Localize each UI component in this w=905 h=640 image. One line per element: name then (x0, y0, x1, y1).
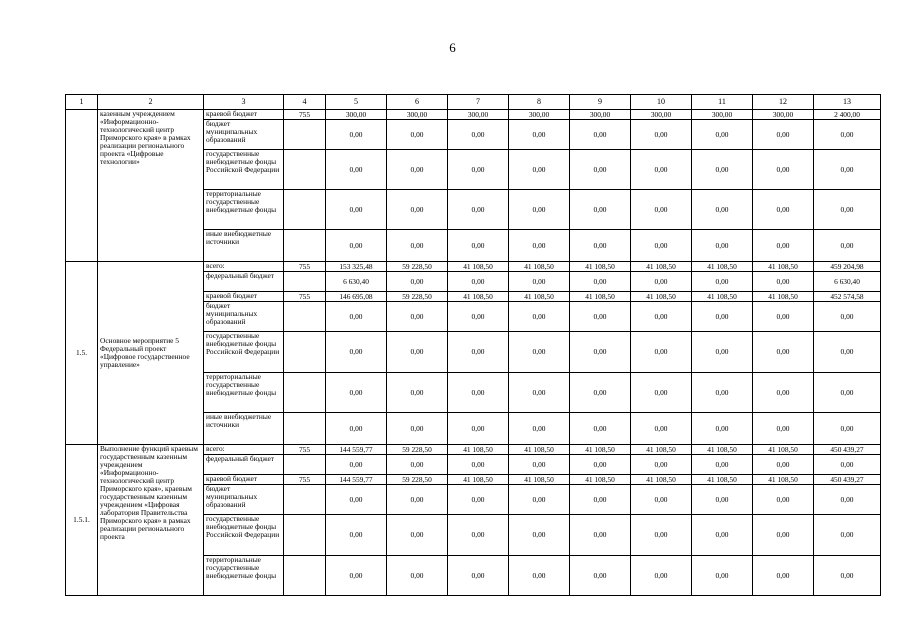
funding-source: территориальные государственные внебюджетные фонды (204, 190, 284, 230)
year-value: 0,00 (326, 413, 387, 445)
year-value: 0,00 (631, 485, 692, 515)
header-cell: 5 (326, 95, 387, 110)
year-value: 0,00 (387, 515, 448, 556)
budget-code (284, 455, 326, 475)
budget-code: 755 (284, 262, 326, 272)
year-value: 0,00 (509, 485, 570, 515)
total-value: 0,00 (814, 190, 881, 230)
year-value: 0,00 (448, 120, 509, 150)
year-value: 153 325,48 (326, 262, 387, 272)
year-value: 0,00 (509, 150, 570, 190)
total-value: 0,00 (814, 515, 881, 556)
year-value: 41 108,50 (692, 292, 753, 302)
funding-source: краевой бюджет (204, 475, 284, 485)
total-value: 0,00 (814, 485, 881, 515)
year-value: 0,00 (448, 455, 509, 475)
year-value: 0,00 (326, 455, 387, 475)
year-value: 0,00 (509, 373, 570, 413)
row-index: 1.5. (66, 262, 98, 445)
year-value: 41 108,50 (448, 262, 509, 272)
funding-source: государственные внебюджетные фонды Российской Федерации (204, 150, 284, 190)
activity-description: Основное мероприятие 5 Федеральный проект «Цифровое государственное управление» (98, 262, 204, 445)
year-value: 0,00 (692, 455, 753, 475)
budget-code (284, 272, 326, 292)
year-value: 300,00 (753, 110, 814, 120)
year-value: 0,00 (631, 373, 692, 413)
total-value: 459 204,98 (814, 262, 881, 272)
year-value: 0,00 (753, 332, 814, 373)
year-value: 0,00 (753, 120, 814, 150)
funding-source: иные внебюджетные источники (204, 230, 284, 262)
year-value: 41 108,50 (509, 445, 570, 455)
year-value: 41 108,50 (753, 292, 814, 302)
page-number: 6 (449, 40, 456, 55)
year-value: 0,00 (692, 230, 753, 262)
funding-source: всего: (204, 262, 284, 272)
year-value: 0,00 (692, 373, 753, 413)
funding-source: краевой бюджет (204, 292, 284, 302)
total-value: 0,00 (814, 302, 881, 332)
total-value: 6 630,40 (814, 272, 881, 292)
activity-description: казенным учреждением «Информационно-технологический центр Приморского края» в рамках реализации регионального проекта «Цифровые технологии» (98, 110, 204, 262)
year-value: 0,00 (387, 272, 448, 292)
year-value: 0,00 (631, 230, 692, 262)
year-value: 41 108,50 (753, 262, 814, 272)
header-cell: 12 (753, 95, 814, 110)
year-value: 0,00 (753, 272, 814, 292)
year-value: 0,00 (692, 556, 753, 596)
year-value: 59 228,50 (387, 475, 448, 485)
year-value: 0,00 (692, 332, 753, 373)
year-value: 0,00 (570, 272, 631, 292)
year-value: 300,00 (448, 110, 509, 120)
year-value: 41 108,50 (631, 475, 692, 485)
header-cell: 13 (814, 95, 881, 110)
year-value: 0,00 (570, 485, 631, 515)
year-value: 0,00 (448, 302, 509, 332)
year-value: 6 630,40 (326, 272, 387, 292)
year-value: 0,00 (509, 302, 570, 332)
year-value: 0,00 (448, 272, 509, 292)
year-value: 0,00 (387, 230, 448, 262)
budget-code: 755 (284, 475, 326, 485)
year-value: 0,00 (509, 120, 570, 150)
year-value: 0,00 (631, 413, 692, 445)
year-value: 0,00 (631, 556, 692, 596)
year-value: 0,00 (631, 190, 692, 230)
year-value: 300,00 (326, 110, 387, 120)
year-value: 0,00 (326, 373, 387, 413)
year-value: 0,00 (509, 272, 570, 292)
year-value: 0,00 (753, 485, 814, 515)
year-value: 0,00 (692, 190, 753, 230)
total-value: 450 439,27 (814, 475, 881, 485)
year-value: 0,00 (570, 302, 631, 332)
year-value: 0,00 (326, 332, 387, 373)
year-value: 0,00 (753, 190, 814, 230)
budget-code: 755 (284, 110, 326, 120)
year-value: 0,00 (448, 373, 509, 413)
year-value: 0,00 (509, 332, 570, 373)
year-value: 0,00 (631, 515, 692, 556)
year-value: 41 108,50 (692, 475, 753, 485)
year-value: 41 108,50 (631, 292, 692, 302)
header-cell: 4 (284, 95, 326, 110)
year-value: 41 108,50 (631, 445, 692, 455)
year-value: 0,00 (631, 332, 692, 373)
year-value: 0,00 (570, 150, 631, 190)
funding-source: территориальные государственные внебюджетные фонды (204, 373, 284, 413)
year-value: 59 228,50 (387, 445, 448, 455)
year-value: 0,00 (692, 515, 753, 556)
table-row (66, 445, 881, 455)
budget-code (284, 332, 326, 373)
year-value: 0,00 (448, 190, 509, 230)
total-value: 0,00 (814, 230, 881, 262)
budget-code (284, 302, 326, 332)
year-value: 0,00 (753, 302, 814, 332)
budget-code: 755 (284, 445, 326, 455)
year-value: 0,00 (692, 272, 753, 292)
year-value: 0,00 (509, 515, 570, 556)
total-value: 0,00 (814, 120, 881, 150)
year-value: 41 108,50 (692, 445, 753, 455)
funding-source: государственные внебюджетные фонды Российской Федерации (204, 332, 284, 373)
year-value: 0,00 (326, 230, 387, 262)
year-value: 41 108,50 (509, 292, 570, 302)
year-value: 0,00 (753, 455, 814, 475)
funding-source: федеральный бюджет (204, 272, 284, 292)
year-value: 300,00 (387, 110, 448, 120)
year-value: 0,00 (448, 413, 509, 445)
year-value: 41 108,50 (570, 475, 631, 485)
year-value: 0,00 (448, 332, 509, 373)
funding-source: территориальные государственные внебюджетные фонды (204, 556, 284, 596)
year-value: 0,00 (387, 373, 448, 413)
year-value: 0,00 (509, 413, 570, 445)
year-value: 0,00 (326, 485, 387, 515)
year-value: 59 228,50 (387, 262, 448, 272)
year-value: 0,00 (387, 150, 448, 190)
year-value: 0,00 (570, 332, 631, 373)
header-cell: 8 (509, 95, 570, 110)
header-cell: 6 (387, 95, 448, 110)
year-value: 41 108,50 (509, 475, 570, 485)
year-value: 0,00 (753, 373, 814, 413)
year-value: 0,00 (387, 413, 448, 445)
budget-code (284, 230, 326, 262)
year-value: 0,00 (509, 230, 570, 262)
year-value: 0,00 (631, 302, 692, 332)
year-value: 0,00 (387, 190, 448, 230)
year-value: 144 559,77 (326, 445, 387, 455)
year-value: 0,00 (753, 515, 814, 556)
year-value: 0,00 (448, 515, 509, 556)
year-value: 0,00 (326, 190, 387, 230)
year-value: 0,00 (570, 120, 631, 150)
year-value: 41 108,50 (570, 262, 631, 272)
budget-code (284, 485, 326, 515)
year-value: 0,00 (753, 230, 814, 262)
budget-code (284, 556, 326, 596)
funding-source: государственные внебюджетные фонды Российской Федерации (204, 515, 284, 556)
budget-code (284, 515, 326, 556)
year-value: 0,00 (448, 150, 509, 190)
year-value: 300,00 (509, 110, 570, 120)
year-value: 0,00 (387, 455, 448, 475)
year-value: 41 108,50 (753, 445, 814, 455)
year-value: 0,00 (509, 455, 570, 475)
header-cell: 10 (631, 95, 692, 110)
header-cell: 9 (570, 95, 631, 110)
total-value: 0,00 (814, 373, 881, 413)
year-value: 0,00 (326, 556, 387, 596)
year-value: 0,00 (753, 150, 814, 190)
total-value: 0,00 (814, 150, 881, 190)
year-value: 41 108,50 (570, 445, 631, 455)
table-row (66, 110, 881, 120)
year-value: 41 108,50 (753, 475, 814, 485)
year-value: 0,00 (387, 556, 448, 596)
funding-source: бюджет муниципальных образований (204, 485, 284, 515)
year-value: 0,00 (631, 272, 692, 292)
year-value: 0,00 (326, 515, 387, 556)
total-value: 0,00 (814, 556, 881, 596)
header-cell: 3 (204, 95, 284, 110)
table-body (66, 110, 881, 596)
funding-source: бюджет муниципальных образований (204, 120, 284, 150)
year-value: 0,00 (387, 302, 448, 332)
year-value: 144 559,77 (326, 475, 387, 485)
year-value: 0,00 (387, 332, 448, 373)
budget-code (284, 120, 326, 150)
year-value: 41 108,50 (448, 475, 509, 485)
header-row (66, 95, 881, 110)
year-value: 0,00 (570, 230, 631, 262)
year-value: 0,00 (570, 373, 631, 413)
year-value: 0,00 (387, 485, 448, 515)
year-value: 146 695,08 (326, 292, 387, 302)
funding-source: федеральный бюджет (204, 455, 284, 475)
total-value: 0,00 (814, 413, 881, 445)
year-value: 300,00 (692, 110, 753, 120)
year-value: 0,00 (631, 120, 692, 150)
year-value: 300,00 (570, 110, 631, 120)
budget-code (284, 150, 326, 190)
funding-source: бюджет муниципальных образований (204, 302, 284, 332)
table-row (66, 262, 881, 272)
year-value: 0,00 (326, 150, 387, 190)
year-value: 41 108,50 (448, 445, 509, 455)
year-value: 0,00 (570, 413, 631, 445)
year-value: 41 108,50 (448, 292, 509, 302)
budget-code: 755 (284, 292, 326, 302)
year-value: 0,00 (692, 485, 753, 515)
header-cell: 11 (692, 95, 753, 110)
year-value: 0,00 (326, 120, 387, 150)
year-value: 0,00 (692, 120, 753, 150)
budget-code (284, 190, 326, 230)
total-value: 452 574,58 (814, 292, 881, 302)
budget-table (65, 94, 881, 596)
year-value: 0,00 (448, 556, 509, 596)
year-value: 0,00 (692, 150, 753, 190)
year-value: 41 108,50 (570, 292, 631, 302)
year-value: 0,00 (570, 515, 631, 556)
activity-description: Выполнение функций краевым государственным казенным учреждением «Информационно-технологический центр Приморского края», краевым государственным казенным учреждением «Цифровая лаборатория Правительства Приморского края» в рамках реализации регионального проекта (98, 445, 204, 596)
total-value: 450 439,27 (814, 445, 881, 455)
year-value: 0,00 (570, 455, 631, 475)
year-value: 300,00 (631, 110, 692, 120)
year-value: 0,00 (692, 413, 753, 445)
total-value: 0,00 (814, 455, 881, 475)
budget-code (284, 373, 326, 413)
row-index: 1.5.1. (66, 445, 98, 596)
year-value: 0,00 (753, 556, 814, 596)
total-value: 0,00 (814, 332, 881, 373)
row-index (66, 110, 98, 262)
year-value: 0,00 (387, 120, 448, 150)
budget-code (284, 413, 326, 445)
header-cell: 1 (66, 95, 98, 110)
header-cell: 2 (98, 95, 204, 110)
funding-source: иные внебюджетные источники (204, 413, 284, 445)
year-value: 0,00 (509, 190, 570, 230)
year-value: 0,00 (753, 413, 814, 445)
total-value: 2 400,00 (814, 110, 881, 120)
year-value: 41 108,50 (692, 262, 753, 272)
header-cell: 7 (448, 95, 509, 110)
year-value: 0,00 (326, 302, 387, 332)
year-value: 0,00 (509, 556, 570, 596)
year-value: 0,00 (448, 485, 509, 515)
funding-source: всего: (204, 445, 284, 455)
year-value: 59 228,50 (387, 292, 448, 302)
year-value: 41 108,50 (509, 262, 570, 272)
year-value: 41 108,50 (631, 262, 692, 272)
year-value: 0,00 (448, 230, 509, 262)
year-value: 0,00 (570, 190, 631, 230)
funding-source: краевой бюджет (204, 110, 284, 120)
year-value: 0,00 (631, 455, 692, 475)
year-value: 0,00 (631, 150, 692, 190)
year-value: 0,00 (570, 556, 631, 596)
year-value: 0,00 (692, 302, 753, 332)
